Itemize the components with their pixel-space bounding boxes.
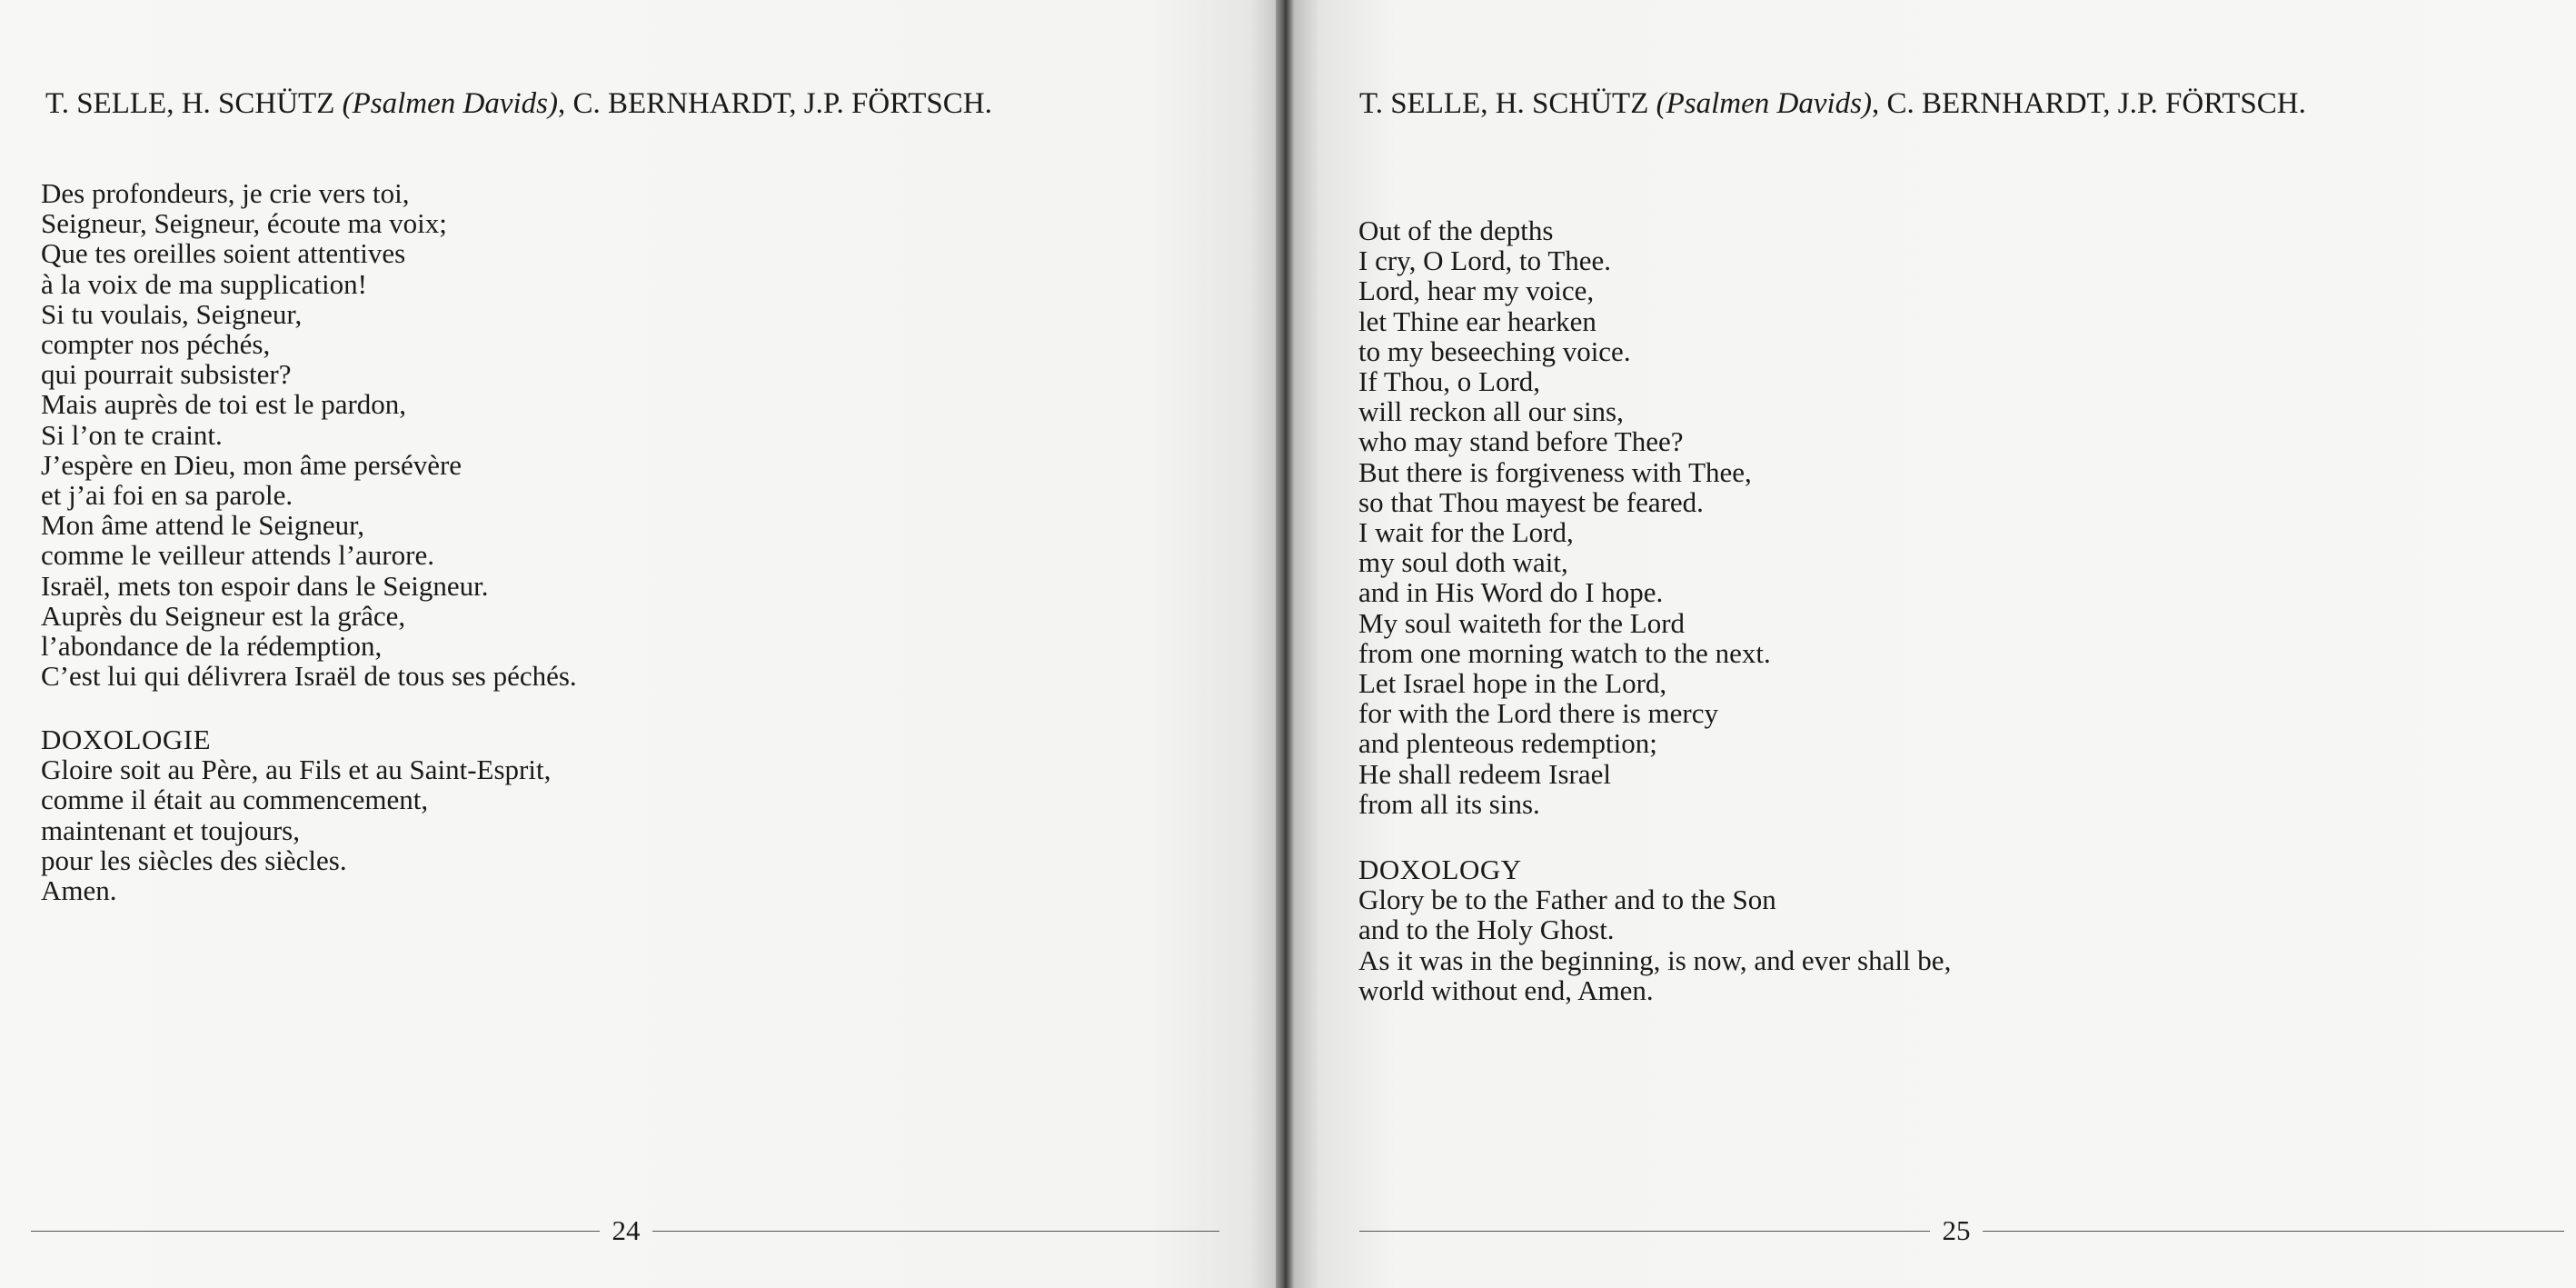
- footer-rule: [31, 1231, 600, 1232]
- text-line: and plenteous redemption;: [1358, 727, 1657, 760]
- text-line: Gloire soit au Père, au Fils et au Saint-Esprit,: [41, 754, 552, 786]
- text-line: Si l’on te craint.: [41, 418, 223, 451]
- text-line: Israël, mets ton espoir dans le Seigneur.: [41, 569, 489, 602]
- header-composers-rest: , C. BERNHARDT, J.P. FÖRTSCH.: [1872, 87, 2306, 120]
- footer-rule: [1359, 1231, 1930, 1232]
- text-line: I wait for the Lord,: [1358, 516, 1574, 549]
- text-line: from all its sins.: [1358, 787, 1540, 820]
- text-line: J’espère en Dieu, mon âme persévère: [41, 448, 462, 481]
- text-line: who may stand before Thee?: [1358, 425, 1684, 458]
- doxology-heading: DOXOLOGY: [1358, 854, 1522, 885]
- footer-rule: [1983, 1231, 2564, 1232]
- text-line: maintenant et toujours,: [41, 814, 300, 846]
- text-line: from one morning watch to the next.: [1358, 636, 1771, 669]
- text-line: Que tes oreilles soient attentives: [41, 237, 406, 270]
- page-number: 24: [612, 1214, 641, 1246]
- page-header: [45, 84, 992, 124]
- text-line: Seigneur, Seigneur, écoute ma voix;: [41, 207, 447, 240]
- text-line: compter nos péchés,: [41, 328, 271, 361]
- text-line: Mais auprès de toi est le pardon,: [41, 388, 407, 421]
- text-line: so that Thou mayest be feared.: [1358, 485, 1704, 518]
- text-line: C’est lui qui délivrera Israël de tous ses péchés.: [41, 660, 577, 693]
- text-line: Des profondeurs, je crie vers toi,: [41, 177, 410, 209]
- text-line: Let Israel hope in the Lord,: [1358, 667, 1667, 700]
- text-line: If Thou, o Lord,: [1358, 365, 1541, 398]
- page-number: 25: [1942, 1214, 1971, 1246]
- doxology-heading: DOXOLOGIE: [41, 724, 212, 755]
- text-line: et j’ai foi en sa parole.: [41, 479, 293, 512]
- english-psalm-text: [1358, 215, 1771, 819]
- text-line: will reckon all our sins,: [1358, 395, 1624, 428]
- text-line: But there is forgiveness with Thee,: [1358, 455, 1752, 488]
- text-line: to my beseeching voice.: [1358, 334, 1631, 367]
- text-line: Auprès du Seigneur est la grâce,: [41, 599, 406, 632]
- header-composers-rest: , C. BERNHARDT, J.P. FÖRTSCH.: [558, 87, 992, 120]
- text-line: Mon âme attend le Seigneur,: [41, 509, 365, 542]
- text-line: Lord, hear my voice,: [1358, 275, 1595, 307]
- text-line: for with the Lord there is mercy: [1358, 697, 1718, 730]
- text-line: Out of the depths: [1358, 215, 1554, 246]
- text-line: He shall redeem Israel: [1358, 757, 1612, 790]
- text-line: my soul doth wait,: [1358, 546, 1568, 579]
- left-page: [0, 0, 1276, 1288]
- text-line: comme il était au commencement,: [41, 784, 429, 816]
- page-header: [1359, 84, 2306, 124]
- text-line: My soul waiteth for the Lord: [1358, 606, 1686, 639]
- header-composers: T. SELLE, H. SCHÜTZ: [45, 87, 343, 120]
- text-line: world without end, Amen.: [1358, 973, 1654, 1006]
- french-doxology: [41, 724, 551, 905]
- text-line: Amen.: [41, 874, 117, 907]
- text-line: and to the Holy Ghost.: [1358, 914, 1615, 946]
- header-work-title: (Psalmen Davids): [342, 87, 558, 120]
- english-doxology: [1358, 854, 1951, 1005]
- header-composers: T. SELLE, H. SCHÜTZ: [1359, 87, 1656, 120]
- text-line: let Thine ear hearken: [1358, 305, 1596, 337]
- book-gutter: [1276, 0, 1294, 1288]
- header-work-title: (Psalmen Davids): [1656, 87, 1872, 120]
- text-line: and in His Word do I hope.: [1358, 576, 1664, 609]
- text-line: l’abondance de la rédemption,: [41, 630, 383, 663]
- text-line: à la voix de ma supplication!: [41, 267, 367, 300]
- text-line: I cry, O Lord, to Thee.: [1358, 245, 1612, 277]
- footer-rule: [652, 1231, 1219, 1232]
- right-page: [1294, 0, 2576, 1288]
- french-psalm-text: [41, 178, 577, 691]
- text-line: As it was in the beginning, is now, and ever shall be,: [1358, 944, 1952, 976]
- text-line: comme le veilleur attends l’aurore.: [41, 539, 434, 572]
- text-line: pour les siècles des siècles.: [41, 844, 347, 876]
- text-line: Glory be to the Father and to the Son: [1358, 884, 1776, 916]
- text-line: qui pourrait subsister?: [41, 358, 292, 391]
- text-line: Si tu voulais, Seigneur,: [41, 297, 303, 330]
